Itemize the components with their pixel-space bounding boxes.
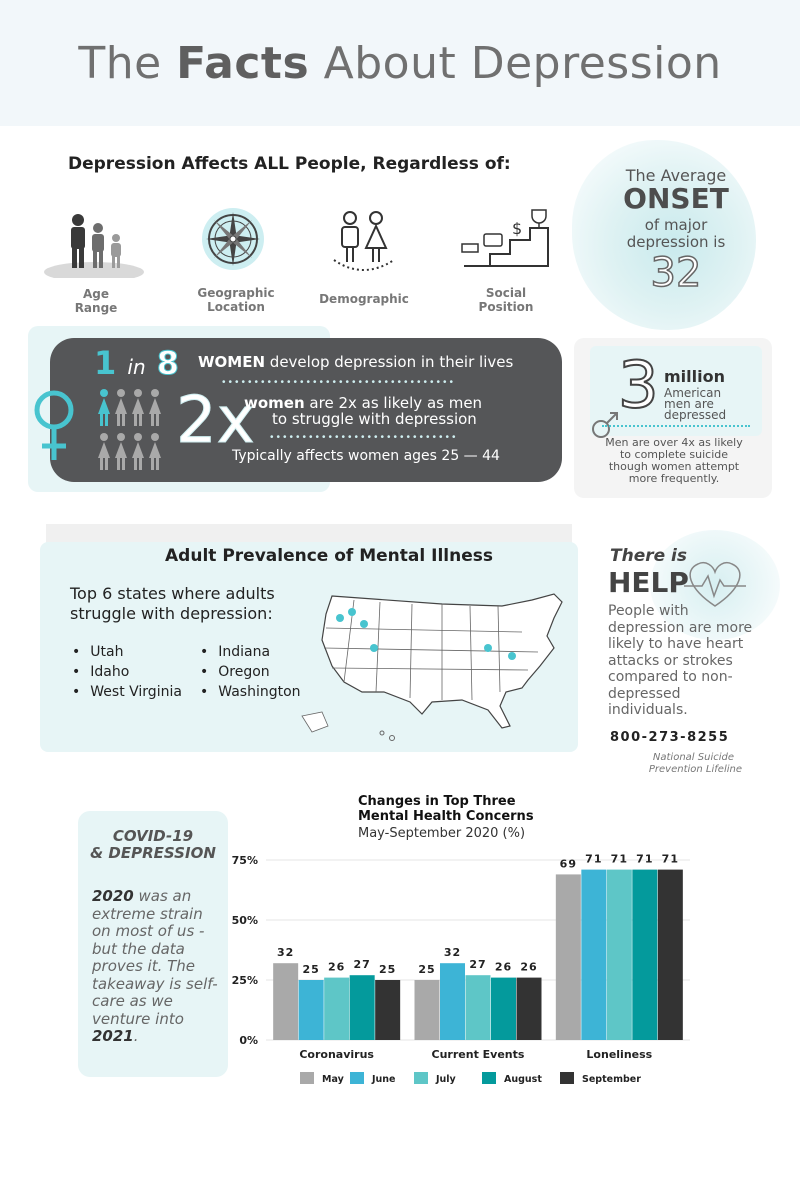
- legend-label: August: [504, 1074, 542, 1085]
- bar: [273, 963, 298, 1040]
- state-item: • Idaho: [72, 662, 182, 682]
- bar-value-label: 27: [469, 958, 487, 972]
- bar-value-label: 71: [661, 852, 679, 866]
- bar: [440, 963, 465, 1040]
- dots-divider-2: •••••••••••••••••••••••••••••: [270, 432, 459, 443]
- bar: [491, 978, 516, 1040]
- bar-value-label: 25: [418, 963, 436, 976]
- dots-divider-1: ••••••••••••••••••••••••••••••••••••: [222, 377, 457, 388]
- state-item: • Washington: [200, 682, 301, 702]
- category-label: Current Events: [431, 1048, 525, 1061]
- state-item: • Utah: [72, 642, 182, 662]
- state-item: • West Virginia: [72, 682, 182, 702]
- woman-figure: [149, 433, 161, 470]
- bar-value-label: 69: [559, 857, 577, 871]
- y-tick-label: 50%: [231, 914, 258, 927]
- state-item: • Indiana: [200, 642, 301, 662]
- bar: [581, 870, 606, 1040]
- men-description: American men are depressed: [664, 386, 727, 422]
- women-figures-icon: [96, 388, 168, 474]
- y-tick-label: 0%: [239, 1034, 258, 1047]
- legend-swatch: [350, 1072, 364, 1084]
- lifeline-phone[interactable]: 800-273-8255: [610, 730, 730, 745]
- bar: [632, 870, 657, 1040]
- one-in-eight: 1 in 8: [94, 344, 180, 382]
- bar: [556, 874, 581, 1040]
- legend-label: July: [436, 1074, 456, 1085]
- covid-title: COVID-19 & DEPRESSION: [90, 827, 216, 862]
- stairs-trophy-icon: [460, 206, 552, 272]
- bar-value-label: 26: [328, 960, 346, 974]
- prevalence-title: Adult Prevalence of Mental Illness: [165, 546, 493, 566]
- y-tick-label: 25%: [231, 974, 258, 987]
- bar-value-label: 25: [302, 963, 320, 976]
- bar-value-label: 71: [636, 852, 654, 866]
- legend-label: September: [582, 1074, 641, 1085]
- svg-text:$: $: [512, 219, 523, 238]
- legend-swatch: [482, 1072, 496, 1084]
- women-stat-3: Typically affects women ages 25 — 44: [232, 448, 500, 464]
- woman-figure: [115, 389, 127, 426]
- state-item: • Oregon: [200, 662, 301, 682]
- category-geographic-location: Geographic Location: [197, 286, 275, 314]
- bar: [658, 870, 683, 1040]
- onset-line3: of major: [644, 216, 708, 234]
- bar-value-label: 71: [610, 852, 628, 866]
- states-list-right: [200, 642, 301, 702]
- chart-title: Changes in Top Three Mental Health Concerns: [358, 794, 534, 824]
- bar: [324, 978, 349, 1040]
- woman-figure: [98, 389, 110, 426]
- help-body: People with depression are more likely to have heart attacks or strokes compared to non- depressed individuals.: [608, 603, 753, 718]
- women-stat-2-line2: to struggle with depression: [272, 410, 477, 428]
- age-people-icon: [44, 206, 146, 278]
- bar-value-label: 25: [379, 963, 397, 976]
- men-note: Men are over 4x as likely to complete suicide though women attempt more frequently.: [605, 436, 743, 485]
- bar-value-label: 32: [277, 946, 295, 960]
- onset-line4: depression is: [626, 233, 726, 251]
- category-label: Coronavirus: [299, 1048, 374, 1061]
- category-label: Loneliness: [586, 1048, 653, 1061]
- help-there-is: There is: [610, 546, 688, 566]
- man-woman-icon: [328, 208, 400, 278]
- legend-swatch: [300, 1072, 314, 1084]
- woman-figure: [132, 389, 144, 426]
- bar: [466, 975, 491, 1040]
- category-age-range: Age Range: [74, 287, 118, 315]
- two-x-big: 2x: [176, 384, 255, 458]
- bar: [375, 980, 400, 1040]
- bar: [299, 980, 324, 1040]
- bar-value-label: 26: [520, 960, 538, 974]
- woman-figure: [98, 433, 110, 470]
- bar-chart: [228, 846, 698, 1090]
- prevalence-subtitle: Top 6 states where adults struggle with depression:: [70, 584, 275, 623]
- woman-figure: [115, 433, 127, 470]
- states-list-left: [72, 642, 182, 702]
- legend-label: June: [372, 1074, 396, 1085]
- women-stat-1: WOMEN develop depression in their lives: [198, 353, 514, 371]
- help-heading: HELP: [608, 566, 689, 599]
- affects-heading: Depression Affects ALL People, Regardless of:: [68, 154, 511, 174]
- category-social-position: Social Position: [478, 286, 534, 314]
- legend-label: May: [322, 1074, 344, 1085]
- covid-text: 2020 was an extreme strain on most of us - but the data proves it. The takeaway is self-care as we venture into 2021.: [92, 887, 218, 1045]
- onset-heading: ONSET: [623, 182, 729, 215]
- page-title: The Facts About Depression: [78, 38, 722, 89]
- onset-line1: The Average: [625, 166, 727, 185]
- lifeline-name: National Suicide Prevention Lifeline: [648, 752, 742, 775]
- female-symbol-icon: [28, 388, 80, 468]
- bar: [415, 980, 440, 1040]
- legend-swatch: [560, 1072, 574, 1084]
- bar-value-label: 32: [443, 946, 462, 960]
- men-big-number: 3: [618, 349, 659, 423]
- compass-icon: [200, 206, 266, 272]
- y-tick-label: 75%: [231, 854, 258, 867]
- chart-subtitle: May-September 2020 (%): [358, 826, 526, 841]
- bar: [350, 975, 375, 1040]
- woman-figure: [149, 389, 161, 426]
- bar-value-label: 26: [494, 960, 513, 974]
- bar: [607, 870, 632, 1040]
- bar-value-label: 27: [353, 958, 371, 972]
- woman-figure: [132, 433, 144, 470]
- category-demographic: Demographic: [319, 292, 409, 306]
- men-million: million: [664, 367, 725, 386]
- usa-map-icon: [292, 588, 570, 744]
- men-divider: [602, 425, 750, 427]
- bar: [517, 978, 542, 1040]
- onset-value: 32: [650, 250, 702, 296]
- bar-value-label: 71: [585, 852, 603, 866]
- legend-swatch: [414, 1072, 428, 1084]
- women-stat-2: women are 2x as likely as men: [244, 394, 483, 412]
